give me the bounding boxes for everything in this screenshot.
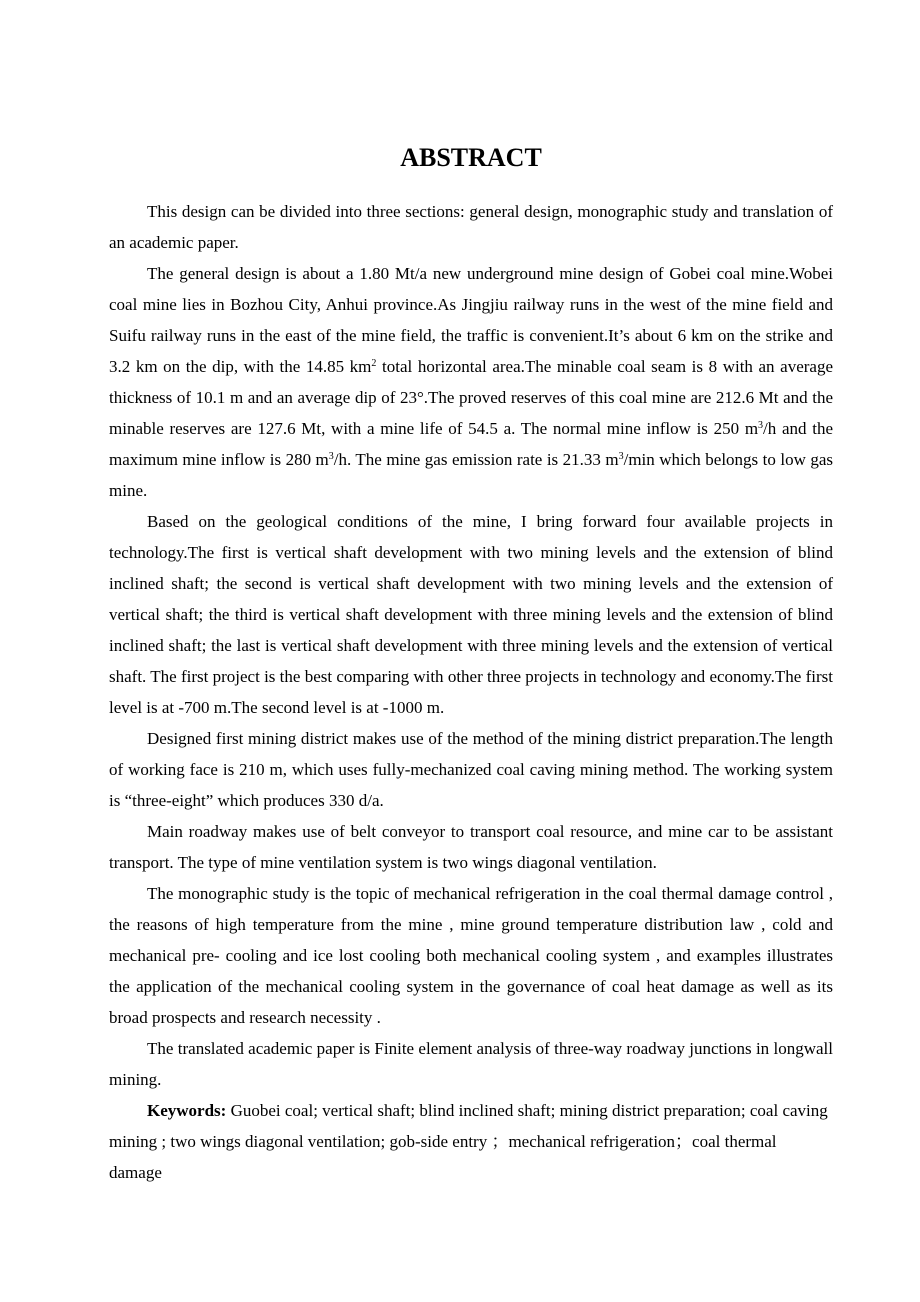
paragraph-text: The monographic study is the topic of mechanical refrigeration in the coal thermal damage control , the reasons of high temperature from the mine , mine ground temperature distribution law , cold and mechanical pre- cooling and ice lost cooling both mechanical cooling system , and examples illustrates the application of the mechanical cooling system in the governance of coal heat damage as well as its broad prospects and research necessity . [109,884,833,1027]
abstract-title: ABSTRACT [400,143,542,172]
paragraph-text: Main roadway makes use of belt conveyor to transport coal resource, and mine car to be assistant transport. The type of mine ventilation system is two wings diagonal ventilation. [109,822,833,872]
abstract-body [109,196,833,1188]
paragraph-text: /h and the maximum mine inflow is 280 m [109,419,833,469]
paragraph-general-design [109,258,833,506]
keywords-text: Guobei coal; vertical shaft; blind inclined shaft; mining district preparation; coal caving mining ; two wings diagonal ventilation; gob-side entry ；mechanical refrigeration；coal thermal damage [109,1101,828,1182]
paragraph-translation [109,1033,833,1095]
paragraph-monographic-study [109,878,833,1033]
paragraph-text: The translated academic paper is Finite element analysis of three-way roadway junctions in longwall mining. [109,1039,833,1089]
paragraph-text: total horizontal area.The minable coal seam is 8 with an average thickness of 10.1 m and an average dip of 23°.The proved reserves of this coal mine are 212.6 Mt and the minable reserves are 127.6 Mt, with a mine life of 54.5 a. The normal mine inflow is 250 m [109,357,833,438]
paragraph-mining-district [109,723,833,816]
superscript: 3 [328,451,334,462]
abstract-page [109,140,833,1188]
superscript: 3 [618,451,624,462]
paragraph-transport [109,816,833,878]
paragraph-text: Based on the geological conditions of the mine, I bring forward four available projects in technology.The first is vertical shaft development with two mining levels and the extension of blind inclined shaft; the second is vertical shaft development with two mining levels and the extension of vertical shaft; the third is vertical shaft development with three mining levels and the extension of blind inclined shaft; the last is vertical shaft development with three mining levels and the extension of vertical shaft. The first project is the best comparing with other three projects in technology and economy.The first level is at -700 m.The second level is at -1000 m. [109,512,833,717]
superscript: 2 [371,358,377,369]
keywords-label: Keywords: [147,1101,227,1120]
paragraph-text: /min which belongs to low gas mine. [109,450,833,500]
paragraph-sections [109,196,833,258]
paragraph-text: /h. The mine gas emission rate is 21.33 m [333,450,619,469]
paragraph-text: The general design is about a 1.80 Mt/a new underground mine design of Gobei coal mine.Wobei coal mine lies in Bozhou City, Anhui province.As Jingjiu railway runs in the west of the mine field and Suifu railway runs in the east of the mine field, the traffic is convenient.It’s about 6 km on the strike and 3.2 km on the dip, with the 14.85 km [109,264,833,376]
paragraph-projects [109,506,833,723]
paragraph-text: Designed first mining district makes use of the method of the mining district preparation.The length of working face is 210 m, which uses fully-mechanized coal caving mining method. The working system is “three-eight” which produces 330 d/a. [109,729,833,810]
keywords-line [109,1095,833,1188]
superscript: 3 [758,420,764,431]
paragraph-text: This design can be divided into three sections: general design, monographic study and translation of an academic paper. [109,202,833,252]
